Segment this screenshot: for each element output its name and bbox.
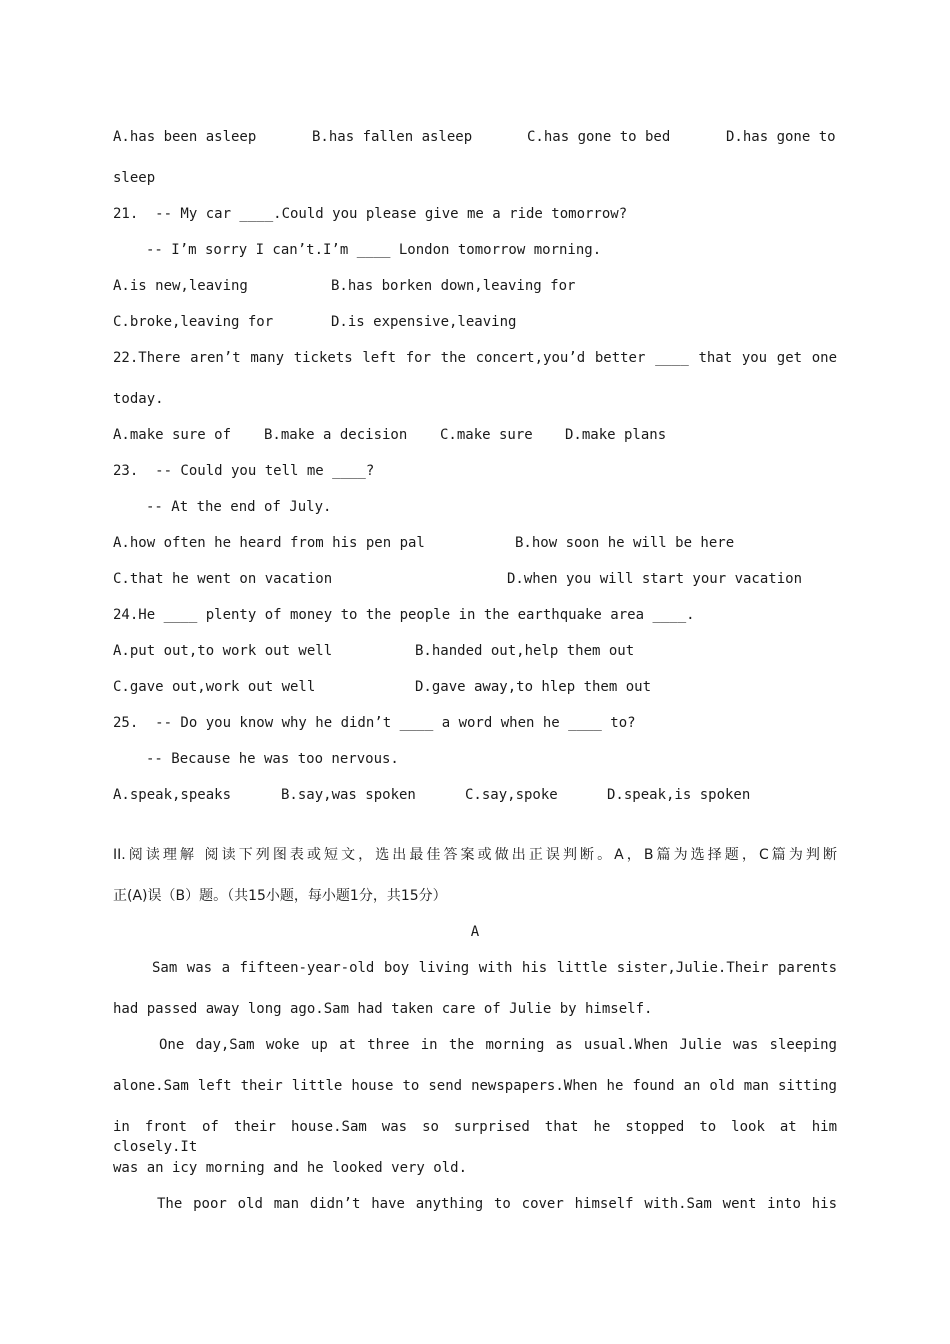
passage-line: The poor old man didn’t have anything to cover himself with.Sam went into his	[157, 1196, 837, 1212]
q21-question-line: 21. -- My car ____.Could you please give me a ride tomorrow?	[113, 206, 628, 222]
passage-line: had passed away long ago.Sam had taken care of Julie by himself.	[113, 1001, 653, 1017]
q22-option-c: C.make sure	[440, 427, 533, 443]
q25-answer-line: -- Because he was too nervous.	[146, 751, 399, 767]
q24-option-a: A.put out,to work out well	[113, 643, 333, 659]
passage-line: in front of their house.Sam was so surprised that he stopped to look at him closely.It	[113, 1119, 837, 1155]
q24-option-d: D.gave away,to hlep them out	[415, 679, 652, 695]
q22-question-line: 22.There aren’t many tickets left for the concert,you’d better ____ that you get one	[113, 350, 837, 366]
q22-question-line-continued: today.	[113, 391, 164, 407]
q22-option-b: B.make a decision	[264, 427, 408, 443]
q23-option-a: A.how often he heard from his pen pal	[113, 535, 425, 551]
q22-option-d: D.make plans	[565, 427, 667, 443]
q25-question-line: 25. -- Do you know why he didn’t ____ a word when he ____ to?	[113, 715, 636, 731]
section-heading-continued: 正(A)误（B）题。（共15小题，每小题1分，共15分）	[113, 888, 447, 904]
q21-option-a: A.is new,leaving	[113, 278, 248, 294]
q23-question-line: 23. -- Could you tell me ____?	[113, 463, 375, 479]
q21-answer-line: -- I’m sorry I can’t.I’m ____ London tomorrow morning.	[146, 242, 602, 258]
q21-option-d: D.is expensive,leaving	[331, 314, 517, 330]
passage-line: alone.Sam left their little house to send newspapers.When he found an old man sitting	[113, 1078, 837, 1094]
q25-option-b: B.say,was spoken	[281, 787, 416, 803]
q21-option-c: C.broke,leaving for	[113, 314, 274, 330]
q20-option-b: B.has fallen asleep	[312, 129, 473, 145]
passage-line: Sam was a fifteen-year-old boy living with his little sister,Julie.Their parents	[152, 960, 837, 976]
q20-option-a: A.has been asleep	[113, 129, 257, 145]
q20-option-c: C.has gone to bed	[527, 129, 671, 145]
q24-question-line: 24.He ____ plenty of money to the people in the earthquake area ____.	[113, 607, 695, 623]
passage-label: A	[470, 924, 480, 940]
q25-option-c: C.say,spoke	[465, 787, 558, 803]
q25-option-d: D.speak,is spoken	[607, 787, 751, 803]
q21-option-b: B.has borken down,leaving for	[331, 278, 576, 294]
passage-line: One day,Sam woke up at three in the morning as usual.When Julie was sleeping	[159, 1037, 837, 1053]
q20-option-d-continued: sleep	[113, 170, 156, 186]
q23-option-d: D.when you will start your vacation	[507, 571, 803, 587]
q23-option-b: B.how soon he will be here	[515, 535, 735, 551]
q24-option-c: C.gave out,work out well	[113, 679, 316, 695]
passage-line: was an icy morning and he looked very old.	[113, 1160, 468, 1176]
q23-option-c: C.that he went on vacation	[113, 571, 333, 587]
q25-option-a: A.speak,speaks	[113, 787, 232, 803]
q20-option-d: D.has gone to	[726, 129, 836, 145]
q22-option-a: A.make sure of	[113, 427, 232, 443]
q24-option-b: B.handed out,help them out	[415, 643, 635, 659]
q23-answer-line: -- At the end of July.	[146, 499, 332, 515]
section-heading: II.阅读理解 阅读下列图表或短文，选出最佳答案或做出正误判断。A，B篇为选择题，C篇为判断	[113, 847, 837, 863]
